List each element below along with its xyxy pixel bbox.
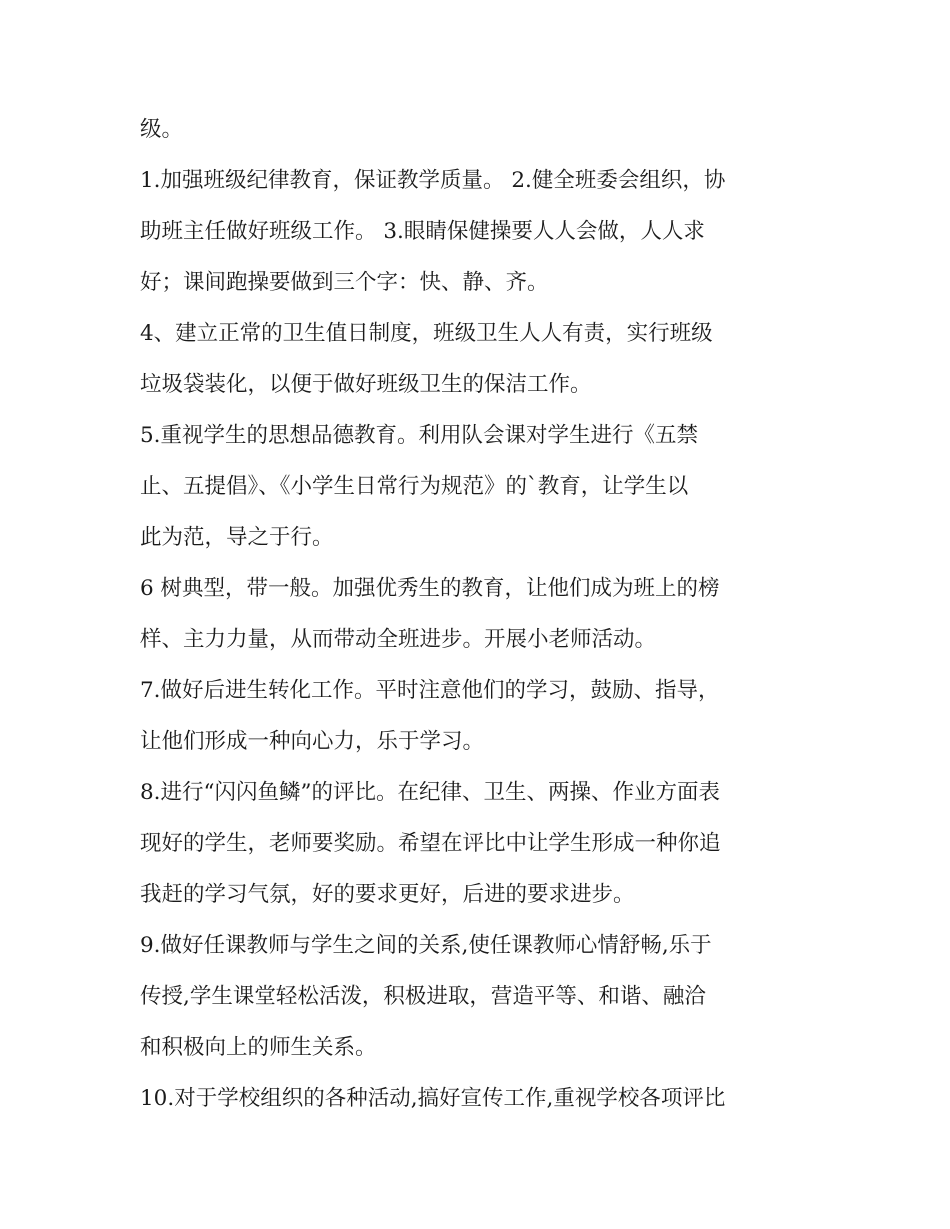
document-body [140, 104, 820, 1124]
text-line: 现好的学生，老师要奖励。希望在评比中让学生形成一种你追 [140, 831, 721, 856]
text-line: 1.加强班级纪律教育，保证教学质量。 2.健全班委会组织，协 [140, 168, 726, 193]
text-line: 传授,学生课堂轻松活泼，积极进取，营造平等、和谐、融洽 [140, 984, 706, 1009]
text-line: 7.做好后进生转化工作。平时注意他们的学习，鼓励、指导， [140, 678, 720, 703]
text-line: 和积极向上的师生关系。 [140, 1035, 377, 1060]
text-line: 让他们形成一种向心力，乐于学习。 [140, 729, 485, 754]
text-line: 止、五提倡》、《小学生日常行为规范》的`教育，让学生以 [140, 474, 689, 499]
text-line: 4、建立正常的卫生值日制度，班级卫生人人有责，实行班级 [140, 321, 713, 346]
text-line: 10.对于学校组织的各种活动,搞好宣传工作,重视学校各项评比 [140, 1086, 726, 1111]
text-line: 5.重视学生的思想品德教育。利用队会课对学生进行《五禁 [140, 423, 699, 448]
text-line: 样、主力力量，从而带动全班进步。开展小老师活动。 [140, 627, 657, 652]
text-line: 我赶的学习气氛，好的要求更好，后进的要求进步。 [140, 882, 635, 907]
text-line: 垃圾袋装化，以便于做好班级卫生的保洁工作。 [140, 372, 592, 397]
text-line: 9.做好任课教师与学生之间的关系,使任课教师心情舒畅,乐于 [140, 933, 712, 958]
text-line: 助班主任做好班级工作。 3.眼睛保健操要人人会做，人人求 [140, 219, 705, 244]
text-line: 好；课间跑操要做到三个字：快、静、齐。 [140, 270, 549, 295]
text-line: 级。 [140, 117, 184, 142]
text-line: 6 树典型，带一般。加强优秀生的教育，让他们成为班上的榜 [140, 576, 720, 601]
text-line: 此为范，导之于行。 [140, 525, 334, 550]
text-line: 8.进行“闪闪鱼鳞”的评比。在纪律、卫生、两操、作业方面表 [140, 780, 720, 805]
